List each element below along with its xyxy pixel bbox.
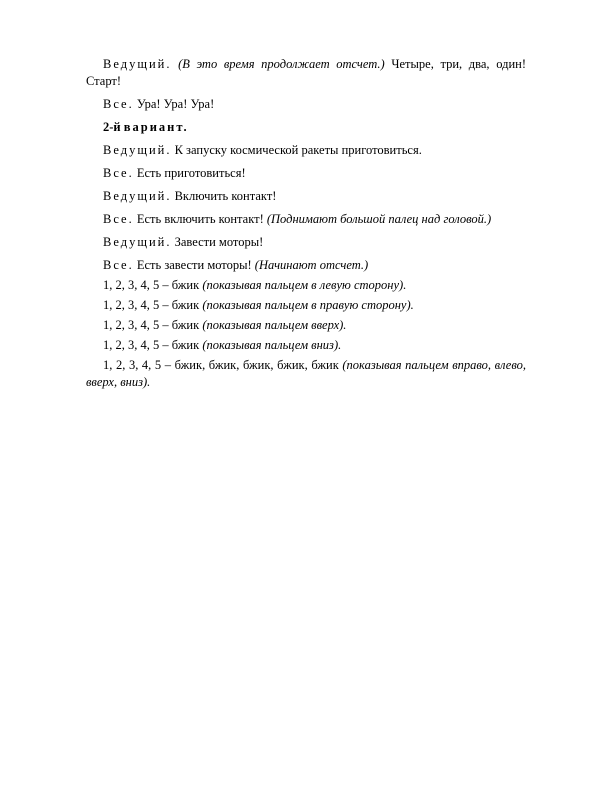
line-text: Есть приготовиться! xyxy=(133,166,246,180)
stage-direction: (показывая пальцем в левую сторону). xyxy=(202,278,407,292)
speaker-name: Все. xyxy=(103,212,134,226)
line-text: Есть завести моторы! xyxy=(133,258,255,272)
line-text: Ура! Ура! Ура! xyxy=(133,97,215,111)
section-heading: 2-й xyxy=(103,120,124,134)
script-paragraph xyxy=(86,142,526,159)
section-heading: вариант. xyxy=(123,120,189,134)
script-paragraph xyxy=(86,211,526,228)
script-paragraph xyxy=(86,188,526,205)
speaker-name: Все. xyxy=(103,258,134,272)
line-text: 1, 2, 3, 4, 5 – бжик xyxy=(103,298,203,312)
speaker-name: Ведущий. xyxy=(103,143,172,157)
line-text: К запуску космической ракеты приготовиться. xyxy=(171,143,422,157)
stage-direction: (В это время продолжает отсчет.) xyxy=(178,57,385,71)
stage-direction: (показывая пальцем вверх). xyxy=(202,318,347,332)
script-paragraph xyxy=(86,96,526,113)
script-paragraph xyxy=(86,277,526,294)
script-paragraph xyxy=(86,234,526,251)
script-paragraph xyxy=(86,257,526,274)
script-paragraph xyxy=(86,56,526,90)
stage-direction: (показывая пальцем в правую сторону). xyxy=(202,298,414,312)
line-text: 1, 2, 3, 4, 5 – бжик, бжик, бжик, бжик, бжик xyxy=(103,358,343,372)
script-paragraph xyxy=(86,337,526,354)
speaker-name: Все. xyxy=(103,97,134,111)
line-text: Завести моторы! xyxy=(171,235,264,249)
line-text: Четыре, три, два, один! Старт! xyxy=(86,57,526,88)
line-text: Включить контакт! xyxy=(171,189,277,203)
speaker-name: Все. xyxy=(103,166,134,180)
script-paragraph xyxy=(86,357,526,391)
stage-direction: (Поднимают большой палец над головой.) xyxy=(266,212,492,226)
document-page xyxy=(86,56,526,397)
stage-direction: (показывая пальцем вниз). xyxy=(202,338,342,352)
line-text: Есть включить контакт! xyxy=(133,212,267,226)
script-paragraph xyxy=(86,317,526,334)
speaker-name: Ведущий. xyxy=(103,235,172,249)
stage-direction: (Начинают отсчет.) xyxy=(254,258,369,272)
script-paragraph xyxy=(86,165,526,182)
speaker-name: Ведущий. xyxy=(103,57,172,71)
script-paragraph xyxy=(86,119,526,136)
stage-direction: (показывая пальцем вправо, влево, вверх, вниз). xyxy=(86,358,526,389)
line-text: 1, 2, 3, 4, 5 – бжик xyxy=(103,338,203,352)
speaker-name: Ведущий. xyxy=(103,189,172,203)
line-text: 1, 2, 3, 4, 5 – бжик xyxy=(103,318,203,332)
script-paragraph xyxy=(86,297,526,314)
line-text: 1, 2, 3, 4, 5 – бжик xyxy=(103,278,203,292)
